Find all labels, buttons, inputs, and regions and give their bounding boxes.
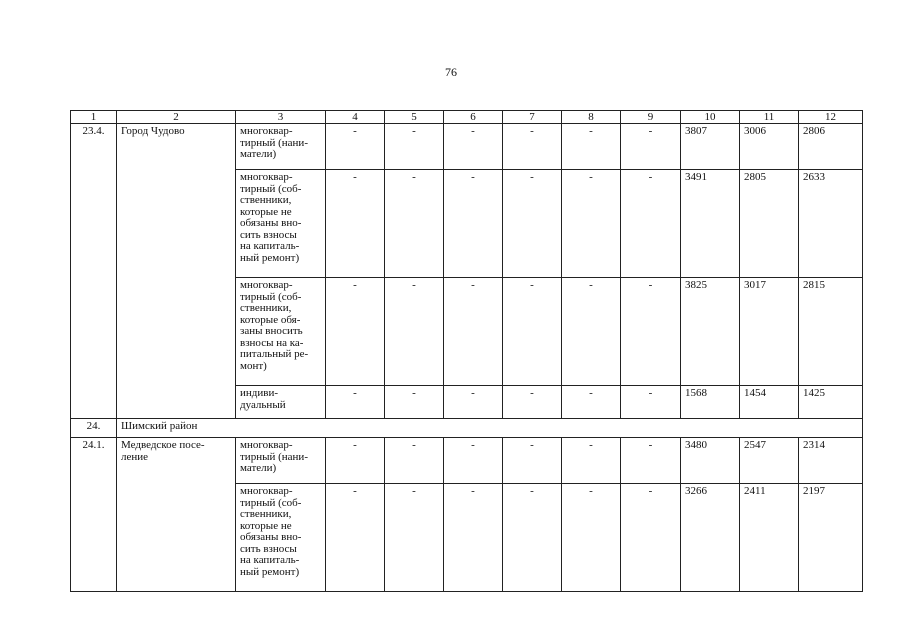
empty-cell: - (385, 124, 444, 170)
empty-cell: - (444, 484, 503, 592)
housing-type-line: многоквар- (240, 279, 293, 291)
data-table (70, 110, 863, 592)
value-cell: 2806 (799, 124, 863, 170)
settlement-name: Город Чудово (117, 124, 236, 419)
empty-cell: - (621, 170, 681, 278)
housing-type (236, 278, 326, 386)
housing-type-line: ственники, (240, 194, 292, 206)
value-cell: 2197 (799, 484, 863, 592)
empty-cell: - (621, 386, 681, 419)
empty-cell: - (621, 278, 681, 386)
row-number: 24.1. (71, 438, 117, 592)
empty-cell: - (621, 438, 681, 484)
column-header: 2 (117, 111, 236, 124)
column-header: 5 (385, 111, 444, 124)
empty-cell: - (621, 124, 681, 170)
value-cell: 3480 (681, 438, 740, 484)
column-header: 1 (71, 111, 117, 124)
empty-cell: - (326, 278, 385, 386)
housing-type-line: многоквар- (240, 171, 293, 183)
empty-cell: - (503, 170, 562, 278)
housing-type-line: ственники, (240, 302, 292, 314)
housing-type-line: обязаны вно- (240, 217, 302, 229)
housing-type-line: тирный (соб- (240, 182, 302, 195)
empty-cell: - (503, 278, 562, 386)
housing-type (236, 170, 326, 278)
housing-type (236, 438, 326, 484)
column-header: 9 (621, 111, 681, 124)
column-header: 8 (562, 111, 621, 124)
housing-type-line: ственники, (240, 508, 292, 520)
housing-type-line: тирный (нани- (240, 136, 308, 149)
housing-type (236, 386, 326, 419)
settlement-name: Медведское посе- ление (117, 438, 236, 592)
housing-type-line: многоквар- (240, 125, 293, 137)
housing-type-line: монт) (240, 359, 267, 372)
table-row (71, 438, 863, 484)
housing-type (236, 124, 326, 170)
empty-cell: - (503, 484, 562, 592)
value-cell: 3807 (681, 124, 740, 170)
empty-cell: - (503, 124, 562, 170)
empty-cell: - (326, 484, 385, 592)
value-cell: 1425 (799, 386, 863, 419)
housing-type-line: сить взносы (240, 542, 297, 555)
empty-cell: - (562, 170, 621, 278)
housing-type-line: индиви- (240, 387, 279, 399)
empty-cell: - (385, 438, 444, 484)
value-cell: 3491 (681, 170, 740, 278)
page-number: 76 (445, 65, 457, 79)
empty-cell: - (444, 386, 503, 419)
housing-type-line: питальный ре- (240, 348, 309, 360)
value-cell: 2547 (740, 438, 799, 484)
empty-cell: - (326, 386, 385, 419)
housing-type-line: которые не (240, 205, 292, 218)
empty-cell: - (385, 386, 444, 419)
empty-cell: - (503, 386, 562, 419)
housing-type (236, 484, 326, 592)
value-cell: 3825 (681, 278, 740, 386)
value-cell: 3017 (740, 278, 799, 386)
column-header: 11 (740, 111, 799, 124)
housing-type-line: обязаны вно- (240, 531, 302, 543)
empty-cell: - (385, 484, 444, 592)
value-cell: 1454 (740, 386, 799, 419)
column-header: 10 (681, 111, 740, 124)
empty-cell: - (326, 170, 385, 278)
housing-type-line: тирный (соб- (240, 496, 302, 509)
value-cell: 2633 (799, 170, 863, 278)
housing-type-line: матели) (240, 462, 277, 474)
empty-cell: - (385, 170, 444, 278)
column-header: 7 (503, 111, 562, 124)
housing-type-line: на капиталь- (240, 240, 300, 252)
value-cell: 3266 (681, 484, 740, 592)
empty-cell: - (562, 386, 621, 419)
housing-type-line: матели) (240, 148, 277, 160)
empty-cell: - (326, 124, 385, 170)
column-header: 4 (326, 111, 385, 124)
value-cell: 2815 (799, 278, 863, 386)
value-cell: 2314 (799, 438, 863, 484)
empty-cell: - (562, 438, 621, 484)
empty-cell: - (444, 278, 503, 386)
column-header: 12 (799, 111, 863, 124)
empty-cell: - (444, 170, 503, 278)
row-number: 24. (71, 419, 117, 438)
housing-type-line: тирный (соб- (240, 290, 302, 303)
section-title: Шимский район (117, 419, 863, 438)
empty-cell: - (444, 124, 503, 170)
column-header: 6 (444, 111, 503, 124)
table-body (71, 124, 863, 592)
empty-cell: - (385, 278, 444, 386)
row-number: 23.4. (71, 124, 117, 419)
section-row (71, 419, 863, 438)
empty-cell: - (621, 484, 681, 592)
housing-type-line: ный ремонт) (240, 565, 300, 578)
housing-type-line: многоквар- (240, 485, 293, 497)
header-row (71, 111, 863, 124)
housing-type-line: которые обя- (240, 313, 301, 326)
table-row (71, 124, 863, 170)
value-cell: 2805 (740, 170, 799, 278)
value-cell: 3006 (740, 124, 799, 170)
empty-cell: - (562, 278, 621, 386)
housing-type-line: которые не (240, 519, 292, 532)
housing-type-line: многоквар- (240, 439, 293, 451)
value-cell: 1568 (681, 386, 740, 419)
housing-type-line: тирный (нани- (240, 450, 308, 463)
empty-cell: - (503, 438, 562, 484)
housing-type-line: заны вносить (240, 325, 303, 337)
empty-cell: - (562, 124, 621, 170)
housing-type-line: дуальный (240, 398, 286, 411)
housing-type-line: ный ремонт) (240, 251, 300, 264)
empty-cell: - (444, 438, 503, 484)
empty-cell: - (326, 438, 385, 484)
column-header: 3 (236, 111, 326, 124)
housing-type-line: на капиталь- (240, 554, 300, 566)
empty-cell: - (562, 484, 621, 592)
housing-type-line: взносы на ка- (240, 336, 304, 349)
value-cell: 2411 (740, 484, 799, 592)
housing-type-line: сить взносы (240, 228, 297, 241)
